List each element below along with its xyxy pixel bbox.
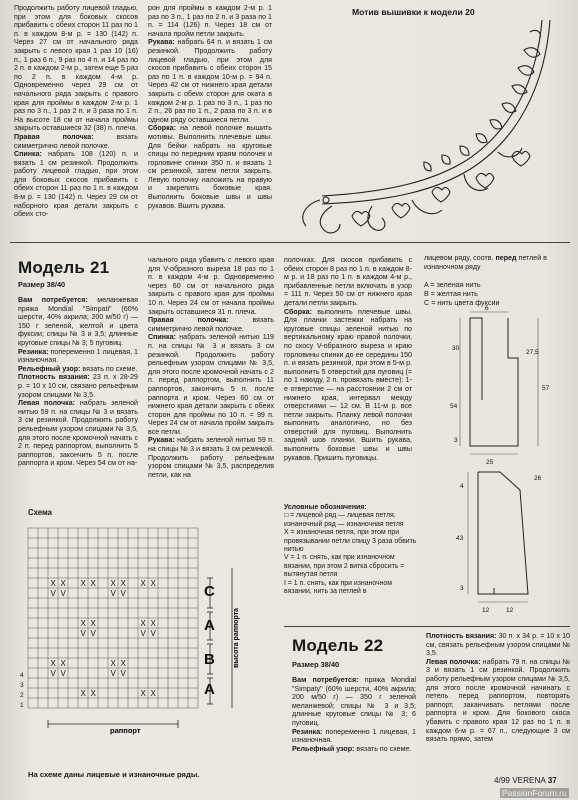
m22-materials-label: Вам потребуется: — [292, 676, 359, 684]
front-pattern-diagram — [430, 305, 570, 466]
section-divider-top — [10, 242, 570, 243]
stitch-symbol: X — [80, 689, 86, 698]
top-text-col-2 — [148, 4, 272, 232]
m22-relief-label: Рельефный узор: — [292, 744, 355, 753]
legend-item-1: □ = лицевой ряд — лицевая петля, изнаночный ряд — изнаночная петля — [284, 512, 404, 528]
right-front-label: Правая полочка: — [14, 132, 94, 141]
model-21-size: Размер 38/40 — [18, 280, 66, 289]
row-number-1: 1 — [20, 702, 24, 709]
scheme-title: Схема — [28, 508, 53, 517]
dim-front-57: 57 — [542, 385, 550, 392]
m21-density-text: 23 п. x 28-29 р. = 10 x 10 см, связано рельефным узором спицами № 3,5. — [18, 373, 138, 399]
stitch-symbol: V — [60, 589, 66, 598]
m21-materials-label: Вам потребуется: — [18, 296, 88, 304]
m21-back-text: набрать зеленой нитью 119 п. на спицы № 3 и вязать 3 см резинкой. Продолжить работу рельефным узором спицами № 3,5, для этого после кромочной начать с 2 п. перед раппортом, выполнить 11 раппортов, закончить 5 п. после раппорта и кром. Через 60 см от нижнего края детали закрыть с обеих сторон для проймы по 10 п. = 99 п. Через 24 см от начала пройм закрыть все петли. — [148, 333, 274, 436]
legend-item-4: I = 1 п. снять, как при изнаночном вязании, нить за петлей в — [284, 579, 392, 596]
motif-title: Мотив вышивки к модели 20 — [352, 7, 475, 17]
page-number: 37 — [547, 776, 557, 785]
m22-density-text: 30 п. x 34 р. = 10 x 10 см, связать рельефным узором спицами № 3,5. — [426, 632, 571, 658]
stitch-symbol: V — [50, 589, 56, 598]
section-divider-22 — [284, 626, 570, 627]
m22-materials-text: пряжа Mondial "Simpaty" (60% шерсти, 40% акрила; 200 м/50 г) — 350 г зеленой меланжевой; спицы № 3 и 3,5; длинные круговые спицы № 3; 6 пуговиц. — [292, 676, 416, 727]
row-number-2: 2 — [20, 692, 24, 699]
m22-density-label: Плотность вязания: — [426, 632, 497, 640]
stitch-symbol: X — [50, 659, 56, 668]
top-col1-text: Продолжить работу лицевой гладью, при этом для боковых скосов прибавить с обеих сторон 11 раз по 1 п. в каждом 8-м р. = 130 (142) п. Через 27 см от начального ряда закрыть с левого края 1 раз 10 (16) п., 1 раз 6 п., 9 раз по 4 п. и 14 раз по 2 п. в каждом 2-м р., затем еще 5 раз по 2 п. в каждом 4-м р. Одновременно через 29 см от начального ряда закрыть с правого края для проймы в каждом 2-м р. 1 раз по 3 п., 1 раз 2 п. и 3 раза по 1 п. На высоте 18 см от начала проймы закрыть оставшиеся 32 (38) п. плеча. — [14, 4, 138, 133]
stitch-symbol: V — [140, 629, 146, 638]
m21-right-front-label: Правая полочка: — [148, 316, 229, 325]
sleeves-label-20: Рукава: — [148, 38, 175, 47]
sleeves-text-20: набрать 64 п. и вязать 1 см резинкой. Продолжить работу лицевой гладью, при этом для скосов прибавить с обеих сторон 15 раз по 1 п. в каждом 10-м р. = 94 п. Через 42 см от нижнего края детали закрыть с обеих сторон для оката в каждом 2-м р. 1 раз по 3 п., 1 раз по 2 п., 26 раз по 1 п., 2 раза по 3 п. и в одном ряду оставшиеся петли. — [148, 38, 272, 124]
stitch-symbol: V — [60, 669, 66, 678]
scheme-letter-b: B — [204, 651, 215, 668]
stitch-symbol: X — [150, 689, 156, 698]
top-text-col-1 — [14, 4, 138, 232]
dim-sleeve-26: 26 — [534, 475, 542, 482]
row-number-4: 4 — [20, 672, 24, 679]
stitch-symbol: V — [80, 629, 86, 638]
page-footer — [494, 776, 557, 785]
m21-relief-text: вязать по схеме. — [80, 364, 138, 373]
row-number-3: 3 — [20, 682, 24, 689]
dim-front-3: 3 — [454, 437, 458, 444]
dim-front-30: 30 — [452, 345, 460, 352]
m22-rib-text: попеременно 1 лицевая, 1 изнаночная. — [292, 727, 416, 745]
m21-assembly-label: Сборка: — [284, 307, 312, 316]
knitting-scheme-chart — [18, 518, 274, 768]
color-a: A = зеленая нить — [424, 280, 481, 289]
scheme-height-label: высота раппорта — [233, 608, 240, 668]
stitch-symbol: X — [120, 579, 126, 588]
dim-sleeve-43: 43 — [456, 535, 464, 542]
dim-front-25: 25 — [486, 459, 494, 466]
model-21-col-2 — [148, 256, 274, 496]
m21-materials-text: меланжевая пряжа Mondial "Simpati" (60% шерсти, 40% акрила; 200 м/50 г) — 150 г зеленой, желтой и цвета фуксии; спицы № 3 и 3,5; длинные круговые спицы № 3; 5 пуговиц. — [18, 296, 138, 347]
scheme-letter-a1: A — [204, 617, 215, 634]
m21-legend-title: Условные обозначения: — [284, 504, 367, 511]
m21-sleeves-label: Рукава: — [148, 436, 175, 445]
scheme-rapport-label: раппорт — [110, 726, 141, 735]
m21-density-label: Плотность вязания: — [18, 373, 90, 382]
stitch-symbol: X — [140, 689, 146, 698]
right-front-text: вязать симметрично левой полочке. — [14, 132, 138, 150]
m21-left-front-label: Левая полочка: — [18, 399, 76, 408]
color-c: C = нить цвета фуксии — [424, 298, 500, 307]
scheme-caption: На схеме даны лицевые и изнаночные ряды. — [28, 770, 200, 779]
stitch-symbol: X — [90, 619, 96, 628]
model-22-title: Модель 22 — [292, 636, 384, 655]
scheme-letter-a2: A — [204, 681, 215, 698]
m21-sleeves-text: набрать зеленой нитью 59 п. на спицы № 3 и вязать 3 см резинкой. Продолжить работу рельефным узором спицами № 3,5, распределив петли, как на — [148, 436, 274, 479]
color-b: B = желтая нить — [424, 289, 478, 298]
stitch-symbol: V — [120, 589, 126, 598]
m21-legend-intro-bold: перед — [495, 254, 517, 262]
stitch-symbol: V — [90, 629, 96, 638]
dim-front-27: 27,5 — [526, 349, 539, 356]
stitch-symbol: X — [90, 689, 96, 698]
m21-legend — [284, 504, 418, 596]
dim-front-6: 6 — [485, 305, 489, 312]
stitch-symbol: X — [110, 659, 116, 668]
issue-label: 4/99 VERENA — [494, 776, 546, 785]
stitch-symbol: X — [60, 579, 66, 588]
m22-rib-label: Резинка: — [292, 727, 323, 736]
model-21-col-3 — [284, 256, 412, 502]
dim-sleeve-4: 4 — [460, 483, 464, 490]
top-col2-start: рон для проймы в каждом 2-м р. 1 раз по 3 п., 1 раз по 2 п. и 3 раза по 1 п. = 114 (126) п. Через 18 см от начала пройм петли закрыть. — [148, 4, 272, 38]
dim-sleeve-3: 3 — [460, 585, 464, 592]
m22-relief-text: вязать по схеме. — [354, 744, 412, 753]
m21-back-label: Спинка: — [148, 333, 176, 342]
stitch-symbol: X — [80, 579, 86, 588]
embroidery-motif-illustration — [292, 20, 572, 240]
assembly-label-20: Сборка: — [148, 124, 176, 133]
stitch-symbol: V — [110, 669, 116, 678]
stitch-symbol: X — [80, 619, 86, 628]
watermark: PassionForum.ru — [502, 788, 567, 798]
stitch-symbol: V — [120, 669, 126, 678]
stitch-symbol: X — [140, 619, 146, 628]
m21-color-legend — [424, 280, 500, 307]
m21-rib-label: Резинка: — [18, 347, 49, 356]
stitch-symbol: V — [110, 589, 116, 598]
dim-sleeve-12a: 12 — [482, 607, 490, 614]
m21-rib-text: попеременно 1 лицевая, 1 изнаночная. — [18, 347, 138, 365]
dim-sleeve-12b: 12 — [506, 607, 514, 614]
scheme-letter-c: C — [204, 583, 215, 600]
m21-c3-p0: полочках. Для скосов прибавить с обеих сторон 8 раз по 1 п. в каждом 8-м р. и 18 раз по 1 п. в каждом 4-м р., прибавленные петли включать в узор = 111 п. Через 50 см от нижнего края детали петли закрыть. — [284, 256, 412, 307]
assembly-text-20: на левой полочке вышить мотивы. Выполнить плечевые швы. Для бейки набрать на круговые спицы по передним краям полочек и горловине спинки 350 п. и вязать 1 см резинкой, затем петли закрыть. Левую полочку наложить на правую и закрепить боковые края. Выполнить боковые швы и швы рукавов. Вшить рукава. — [148, 124, 272, 210]
model-22-col-1 — [292, 676, 416, 776]
stitch-symbol: X — [50, 579, 56, 588]
model-21-col-1 — [18, 296, 138, 496]
m21-legend-intro-1: лицевом ряду, соотв. — [424, 254, 494, 262]
stitch-symbol: X — [150, 579, 156, 588]
m22-left-front-label: Левая полочка: — [426, 657, 481, 666]
stitch-symbol: V — [150, 629, 156, 638]
back-text: набрать 108 (120) п. и вязать 1 см резинкой. Продолжить работу лицевой гладью, при этом для боковых скосов прибавить с обеих сторон 11 раз по 1 п. в каждом 8-м р. = 130 (142) п. Через 29 см от наборного края детали закрыть с обеих сто- — [14, 150, 138, 219]
stitch-symbol: X — [60, 659, 66, 668]
m21-assembly-text: выполнить плечевые швы. Для планки застежки набрать на круговые спицы зеленой нитью по вертикальному краю правой полочки, по скосу V-образного выреза и краю горловины спинки до ее середины 150 п. и вязать резинкой, при этом в 5-м р. выполнить 5 отверстий для пуговиц (= по 1 накиду, 2 п. провязать вместе): 1-е отверстие — на расстоянии 2 см от нижнего края, интервал между отверстиями — 12 см. В 11-м р. все петли закрыть. Планку левой полочки выполнить аналогично, но без отверстий для пуговиц. Выполнить задний шов планки. Вшить рукава, выполнить боковые швы и швы рукавов. Пришить пуговицы. — [284, 307, 412, 462]
back-label: Спинка: — [14, 150, 42, 159]
stitch-symbol: V — [50, 669, 56, 678]
model-21-title: Модель 21 — [18, 258, 110, 277]
sleeve-pattern-diagram — [430, 466, 570, 616]
stitch-symbol: X — [110, 579, 116, 588]
m21-left-front-text: набрать зеленой нитью 59 п. на спицы № 3 и вязать 3 см резинкой. Продолжить работу рельефным узором спицами № 3,5, для этого после кромочной начать с 2 п. перед раппортом, выполнить 5 раппортов, закончить 5 п. после раппорта и кром. Через 54 см от на- — [18, 399, 138, 468]
legend-item-3: V = 1 п. снять, как при изнаночном вязании, при этом 2 витка сбросить = вытянутая петля — [284, 554, 405, 579]
stitch-symbol: X — [140, 579, 146, 588]
stitch-symbol: X — [150, 619, 156, 628]
model-22-col-2 — [426, 632, 570, 774]
m21-right-front-text: вязать симметрично левой полочке. — [148, 316, 274, 333]
m21-c2-p0: чального ряда убавить с левого края для V-образного выреза 18 раз по 1 п. в каждом 4-м р. Одновременно через 60 см от начального ряда закрыть с правого края для проймы 10 п. Через 24 см от начала проймы закрыть оставшиеся 31 п. плеча. — [148, 256, 274, 316]
legend-item-2: X = изнаночная петля, при этом при провязывании петли спицу 3 раза обвить нитью — [284, 529, 417, 554]
model-22-size: Размер 38/40 — [292, 660, 340, 669]
m22-left-front-text: набрать 79 п. на спицы № 3 и вязать 1 см резинкой. Продолжить работу рельефным узором спицами № 3,5, для этого после кромочной начинать с петель перед раппортом, повторять раппорт, заканчивать петлями после раппорта и кром. Для бокового скоса убавить с правого края 12 раз по 1 п. в каждом 6-м р. = 67 п., следующие 3 см вязать прямо, затем — [426, 657, 570, 744]
stitch-symbol: X — [90, 579, 96, 588]
m21-legend-intro-2: петлей в изнаночном ряду — [424, 254, 547, 271]
dim-front-54: 54 — [450, 403, 458, 410]
stitch-symbol: X — [120, 659, 126, 668]
m21-relief-label: Рельефный узор: — [18, 364, 81, 373]
